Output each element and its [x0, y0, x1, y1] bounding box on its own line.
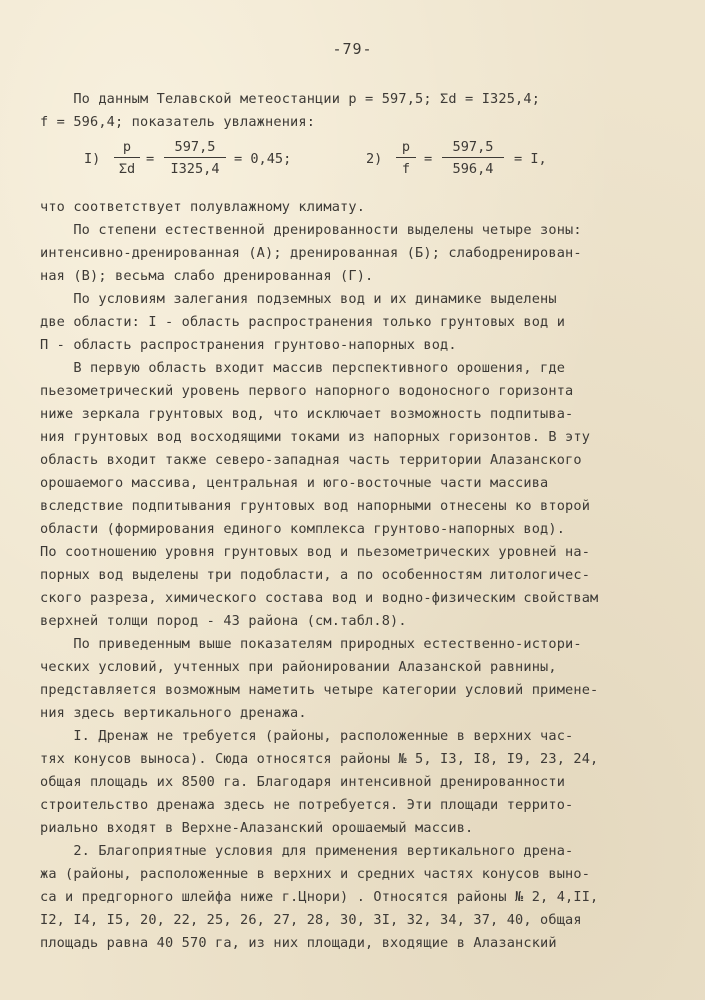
- formula-1-value-fraction: [164, 138, 226, 178]
- body-line: ческих условий, учтенных при районировании Алазанской равнины,: [40, 659, 557, 675]
- body-line: По условиям залегания подземных вод и их динамике выделены: [40, 291, 557, 307]
- formula-2-denominator: 596,4: [452, 161, 494, 177]
- body-line: риально входят в Верхне-Алазанский орошаемый массив.: [40, 820, 474, 836]
- formula-1-equals: =: [146, 151, 155, 167]
- body-line: общая площадь их 8500 га. Благодаря интенсивной дренированности: [40, 774, 566, 790]
- formula-2-ratio-symbol: [396, 138, 416, 178]
- formula-2-ratio-numerator: p: [401, 139, 411, 155]
- page-number: -79-: [332, 40, 373, 58]
- fraction-bar: [164, 157, 226, 158]
- formula-2-ratio-denominator: f: [401, 161, 411, 177]
- fraction-bar: [442, 157, 504, 158]
- body-line: что соответствует полувлажному климату.: [40, 199, 366, 215]
- intro-line-1: По данным Телавской метеостанции p = 597,5; Σd = I325,4;: [40, 91, 541, 107]
- formula-2-equals: =: [424, 151, 433, 167]
- formula-1-ratio-numerator: p: [122, 139, 132, 155]
- body-line: ная (В); весьма слабо дренированная (Г).: [40, 268, 374, 284]
- body-line: По приведенным выше показателям природных естественно-истори-: [40, 636, 582, 652]
- formula-1-numerator: 597,5: [174, 139, 216, 155]
- body-line: орошаемого массива, центральная и юго-восточные части массива: [40, 475, 549, 491]
- body-line: По степени естественной дренированности выделены четыре зоны:: [40, 222, 582, 238]
- formula-2-result: = I,: [514, 151, 547, 167]
- body-line: 2. Благоприятные условия для применения вертикального дрена-: [40, 843, 574, 859]
- body-line: ния грунтовых вод восходящими токами из напорных горизонтов. В эту: [40, 429, 591, 445]
- formula-2-label: 2): [366, 151, 383, 167]
- body-line: тях конусов выноса). Сюда относятся районы № 5, I3, I8, I9, 23, 24,: [40, 751, 599, 767]
- formula-1-denominator: I325,4: [170, 161, 220, 177]
- body-line: две области: I - область распространения только грунтовых вод и: [40, 314, 566, 330]
- formula-1: [84, 138, 334, 186]
- body-line: площадь равна 40 570 га, из них площади, входящие в Алазанский: [40, 935, 557, 951]
- body-line: представляется возможным наметить четыре категории условий примене-: [40, 682, 599, 698]
- body-line: интенсивно-дренированная (А); дренированная (Б); слабодренирован-: [40, 245, 582, 261]
- body-line: пьезометрический уровень первого напорного водоносного горизонта: [40, 383, 574, 399]
- body-line: жа (районы, расположенные в верхних и средних частях конусов выно-: [40, 866, 591, 882]
- body-line: ского разреза, химического состава вод и водно-физическим свойствам: [40, 590, 599, 606]
- formula-1-ratio-denominator: Σd: [118, 161, 136, 177]
- formula-2-numerator: 597,5: [452, 139, 494, 155]
- body-line: область входит также северо-западная часть территории Алазанского: [40, 452, 582, 468]
- fraction-bar: [114, 157, 140, 158]
- fraction-bar: [396, 157, 416, 158]
- body-line: I2, I4, I5, 20, 22, 25, 26, 27, 28, 30, 3I, 32, 34, 37, 40, общая: [40, 912, 582, 928]
- formula-1-label: I): [84, 151, 101, 167]
- body-line: вследствие подпитывания грунтовых вод напорными отнесены ко второй: [40, 498, 591, 514]
- body-line: ниже зеркала грунтовых вод, что исключает возможность подпитыва-: [40, 406, 574, 422]
- formula-1-ratio-symbol: [114, 138, 140, 178]
- body-line: В первую область входит массив перспективного орошения, где: [40, 360, 566, 376]
- body-line: области (формирования единого комплекса грунтово-напорных вод).: [40, 521, 566, 537]
- formula-2-value-fraction: [442, 138, 504, 178]
- body-line: ния здесь вертикального дренажа.: [40, 705, 307, 721]
- intro-line-2: f = 596,4; показатель увлажнения:: [40, 114, 316, 130]
- body-line: са и предгорного шлейфа ниже г.Цнори) . Относятся районы № 2, 4,II,: [40, 889, 599, 905]
- body-line: I. Дренаж не требуется (районы, расположенные в верхних час-: [40, 728, 574, 744]
- body-line: верхней толщи пород - 43 района (см.табл.8).: [40, 613, 407, 629]
- body-line: порных вод выделены три подобласти, а по особенностям литологичес-: [40, 567, 591, 583]
- body-line: строительство дренажа здесь не потребуется. Эти площади террито-: [40, 797, 574, 813]
- body-line: П - область распространения грунтово-напорных вод.: [40, 337, 457, 353]
- formula-2: [366, 138, 616, 186]
- body-line: По соотношению уровня грунтовых вод и пьезометрических уровней на-: [40, 544, 591, 560]
- formula-1-result: = 0,45;: [234, 151, 292, 167]
